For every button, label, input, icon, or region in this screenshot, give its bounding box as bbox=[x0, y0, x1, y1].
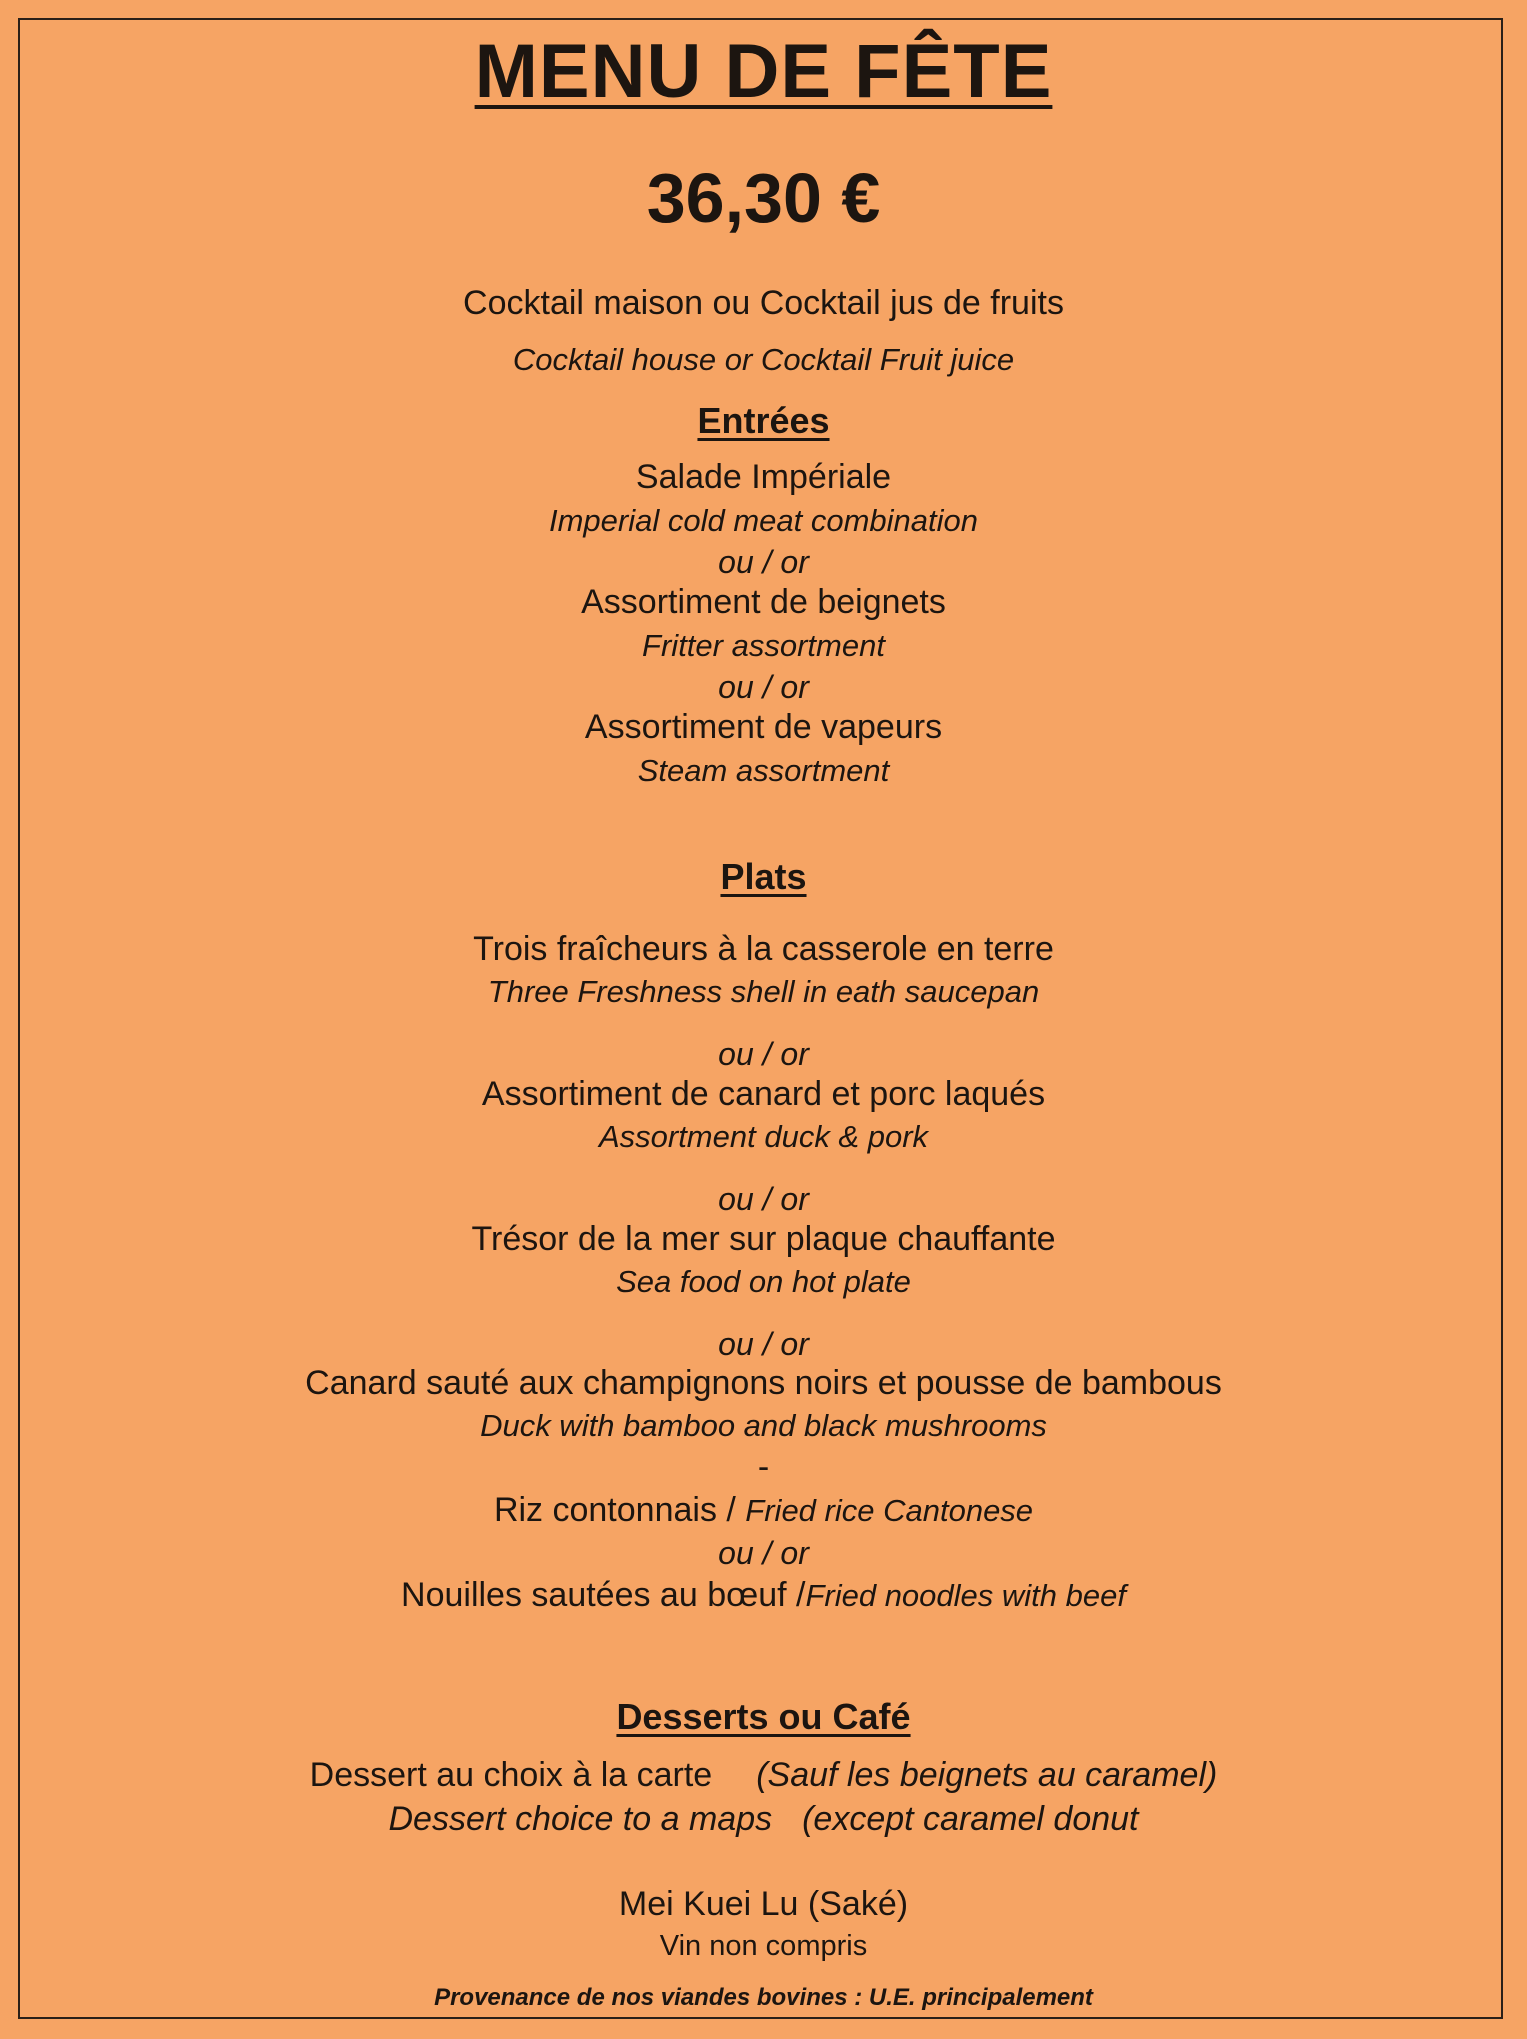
drink-sake: Mei Kuei Lu (Saké) bbox=[618, 1885, 909, 1923]
side-rice-fr: Riz contonnais / bbox=[493, 1491, 746, 1529]
entree-item-en: Imperial cold meat combination bbox=[548, 503, 979, 538]
dessert-fr-note: (Sauf les beignets au caramel) bbox=[756, 1756, 1218, 1794]
side-rice bbox=[0, 1491, 1527, 1530]
dash-separator: - bbox=[757, 1448, 770, 1486]
side-noodles-en: Fried noodles with beef bbox=[805, 1578, 1126, 1613]
dessert-fr bbox=[0, 1756, 1527, 1795]
dessert-fr-text: Dessert au choix à la carte bbox=[309, 1756, 713, 1794]
menu-title: MENU DE FÊTE bbox=[474, 29, 1053, 114]
or-separator: ou / or bbox=[718, 1326, 809, 1362]
entree-item-en: Fritter assortment bbox=[642, 628, 885, 663]
side-noodles-fr: Nouilles sautées au bœuf / bbox=[401, 1576, 806, 1614]
side-noodles bbox=[0, 1576, 1527, 1615]
or-separator: ou / or bbox=[718, 1036, 809, 1072]
or-separator: ou / or bbox=[718, 544, 809, 580]
entree-item-en: Steam assortment bbox=[637, 753, 890, 788]
entree-item-fr: Assortiment de beignets bbox=[581, 583, 946, 621]
cocktail-fr: Cocktail maison ou Cocktail jus de fruits bbox=[463, 284, 1064, 322]
section-heading-desserts: Desserts ou Café bbox=[616, 1696, 911, 1737]
entree-item-fr: Salade Impériale bbox=[635, 458, 892, 496]
plat-item-en: Three Freshness shell in eath saucepan bbox=[487, 974, 1040, 1009]
plat-item-fr: Trois fraîcheurs à la casserole en terre bbox=[473, 930, 1054, 968]
or-separator: ou / or bbox=[718, 669, 809, 705]
or-separator: ou / or bbox=[718, 1181, 809, 1217]
plat-item-fr: Canard sauté aux champignons noirs et pousse de bambous bbox=[305, 1364, 1222, 1402]
or-separator: ou / or bbox=[718, 1535, 809, 1571]
section-heading-entrees: Entrées bbox=[697, 400, 830, 441]
cocktail-en: Cocktail house or Cocktail Fruit juice bbox=[512, 342, 1015, 377]
dessert-en bbox=[0, 1800, 1527, 1839]
dessert-en-text: Dessert choice to a maps bbox=[388, 1800, 773, 1838]
section-heading-plats: Plats bbox=[720, 856, 807, 897]
wine-note: Vin non compris bbox=[659, 1930, 868, 1962]
dessert-en-note: (except caramel donut bbox=[802, 1800, 1139, 1838]
plat-item-fr: Trésor de la mer sur plaque chauffante bbox=[471, 1220, 1056, 1258]
plat-item-en: Duck with bamboo and black mushrooms bbox=[480, 1408, 1047, 1443]
footer-provenance: Provenance de nos viandes bovines : U.E. principalement bbox=[434, 1984, 1093, 2011]
side-rice-en: Fried rice Cantonese bbox=[745, 1493, 1034, 1528]
plat-item-en: Sea food on hot plate bbox=[616, 1264, 911, 1299]
plat-item-en: Assortment duck & pork bbox=[598, 1119, 929, 1154]
menu-price: 36,30 € bbox=[646, 159, 881, 237]
plat-item-fr: Assortiment de canard et porc laqués bbox=[481, 1075, 1046, 1113]
entree-item-fr: Assortiment de vapeurs bbox=[584, 708, 943, 746]
